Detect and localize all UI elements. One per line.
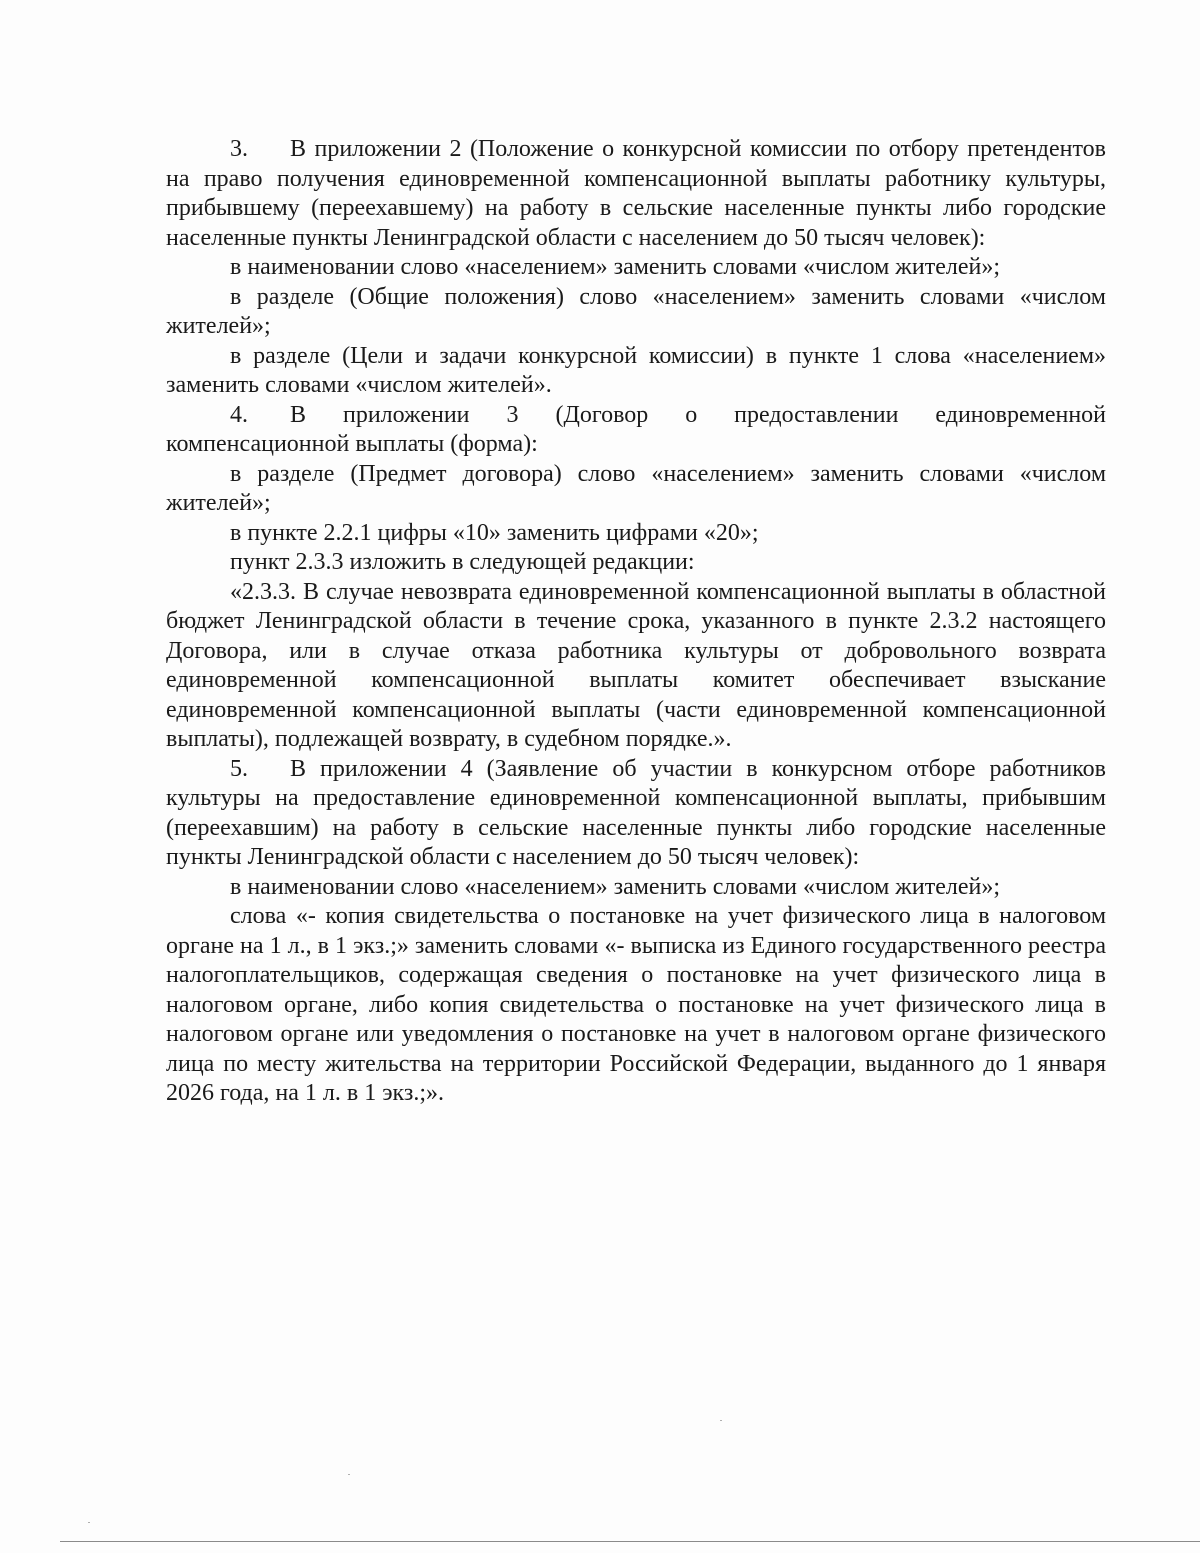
document-body (166, 135, 1106, 1109)
paragraph-text: в разделе (Общие положения) слово «населением» заменить словами «числом жителей»; (166, 283, 1106, 339)
paragraph-rename-title-2 (166, 873, 1106, 903)
paragraph-clause-2-3-3-intro (166, 548, 1106, 578)
paragraph-text: пункт 2.3.3 изложить в следующей редакции: (230, 549, 695, 575)
paragraph-text: в наименовании слово «населением» заменить словами «числом жителей»; (230, 254, 1001, 280)
paragraph-contract-subject (166, 460, 1106, 519)
paragraph-rename-title (166, 253, 1106, 283)
paragraph-text: в разделе (Предмет договора) слово «населением» заменить словами «числом жителей»; (166, 460, 1106, 516)
paragraph-text: В приложении 4 (Заявление об участии в конкурсном отборе работников культуры на предоставление единовременной компенсационной выплаты, прибывшим (переехавшим) на работу в сельские населенные пункты либо городские населенные пункты Ленинградской области с населением до 50 тысяч человек): (166, 755, 1106, 870)
paragraph-text: «2.3.3. В случае невозврата единовременной компенсационной выплаты в областной бюджет Ленинградской области в течение срока, указанного в пункте 2.3.2 настоящего Договора, или в случае отказа работника культуры от добровольного возврата единовременной компенсационной выплаты комитет обеспечивает взыскание единовременной компенсационной выплаты (части единовременной компенсационной выплаты), подлежащей возврату, в судебном порядке.». (166, 578, 1106, 752)
paragraph-number: 3. (230, 136, 248, 162)
paragraph-tax-certificate (166, 902, 1106, 1109)
paragraph-number: 4. (230, 401, 248, 428)
paragraph-goals-section (166, 342, 1106, 401)
scan-speck (88, 1522, 90, 1523)
paragraph-item-3 (166, 135, 1106, 253)
scan-speck (720, 1420, 722, 1421)
paragraph-item-4 (166, 401, 1106, 460)
paragraph-text: слова «- копия свидетельства о постановке на учет физического лица в налоговом органе на 1 л., в 1 экз.;» заменить словами «- выписка из Единого государственного реестра налогоплательщиков, содержащая сведения о постановке на учет физического лица в налоговом органе, либо копия свидетельства о постановке на учет физического лица в налоговом органе или уведомления о постановке на учет в налоговом органе физического лица по месту жительства на территории Российской Федерации, выданного до 1 января 2026 года, на 1 л. в 1 экз.;». (166, 903, 1106, 1106)
paragraph-text: в наименовании слово «населением» заменить словами «числом жителей»; (230, 873, 1001, 900)
paragraph-item-5 (166, 755, 1106, 873)
paragraph-general-provisions (166, 283, 1106, 342)
page-bottom-rule (60, 1541, 1200, 1542)
paragraph-clause-2-3-3-text (166, 578, 1106, 755)
scan-speck (348, 1474, 350, 1475)
paragraph-text: В приложении 2 (Положение о конкурсной комиссии по отбору претендентов на право получения единовременной компенсационной выплаты работнику культуры, прибывшему (переехавшему) на работу в сельские населенные пункты либо городские населенные пункты Ленинградской области с населением до 50 тысяч человек): (166, 136, 1106, 251)
paragraph-text: в пункте 2.2.1 цифры «10» заменить цифрами «20»; (230, 519, 759, 546)
paragraph-text: В приложении 3 (Договор о предоставлении единовременной компенсационной выплаты (форма): (166, 401, 1106, 457)
paragraph-text: в разделе (Цели и задачи конкурсной комиссии) в пункте 1 слова «населением» заменить словами «числом жителей». (166, 342, 1106, 398)
paragraph-number: 5. (230, 755, 248, 782)
paragraph-clause-2-2-1 (166, 519, 1106, 549)
